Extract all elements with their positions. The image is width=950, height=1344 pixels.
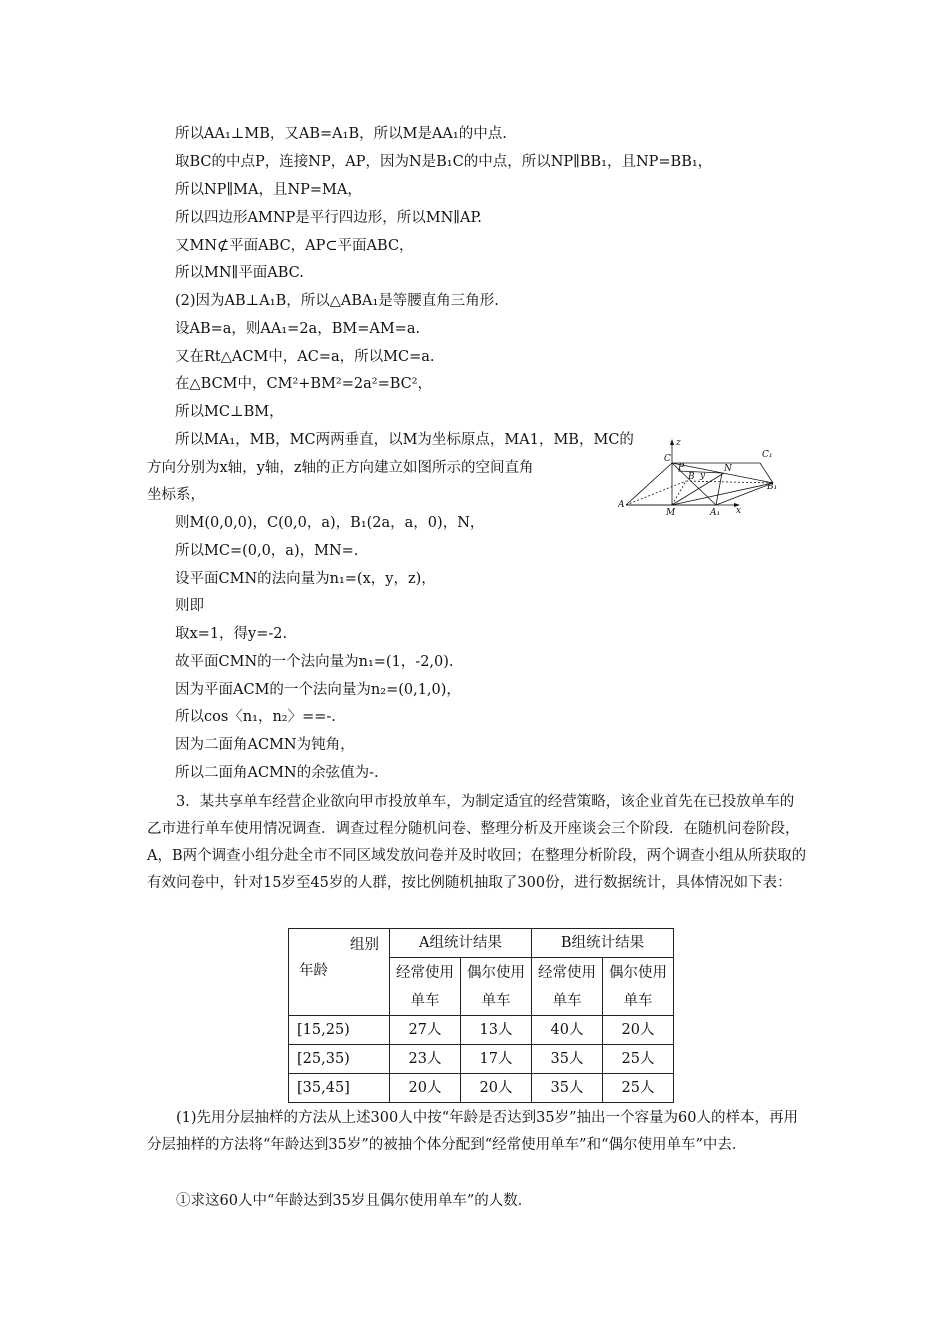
label-a: A xyxy=(618,500,625,510)
text-line: 所以NP∥MA，且NP=MA， xyxy=(175,182,362,198)
text-line: 所以cos〈n₁，n₂〉==-. xyxy=(175,709,336,725)
text-line: 又在Rt△ACM中，AC=a，所以MC=a. xyxy=(175,349,435,365)
label-b1: B₁ xyxy=(767,482,778,492)
count-cell: 40人 xyxy=(532,1016,603,1045)
text-line: 则即 xyxy=(175,598,204,614)
text-line: 因为平面ACM的一个法向量为n₂=(0,1,0)， xyxy=(175,682,461,698)
count-cell: 17人 xyxy=(461,1045,532,1074)
count-cell: 27人 xyxy=(390,1016,461,1045)
text-line: (2)因为AB⊥A₁B，所以△ABA₁是等腰直角三角形. xyxy=(175,293,499,309)
text-line: 取BC的中点P，连接NP，AP，因为N是B₁C的中点，所以NP∥BB₁，且NP=BB₁， xyxy=(175,154,713,170)
text-line: 因为二面角ACMN为钝角， xyxy=(175,737,355,753)
age-cell: [25,35) xyxy=(289,1045,390,1074)
text-line: 所以二面角ACMN的余弦值为-. xyxy=(175,765,379,781)
table-row xyxy=(289,1045,674,1074)
coordinate-figure xyxy=(618,437,778,517)
count-cell: 20人 xyxy=(603,1016,674,1045)
question-1-text: (1)先用分层抽样的方法从上述300人中按“年龄是否达到35岁”抽出一个容量为60人的样本，再用分层抽样的方法将“年龄达到35岁”的被抽个体分配到“经常使用单车”和“偶尔使用单车”中去． xyxy=(147,1110,798,1153)
question-1 xyxy=(147,1105,807,1159)
text-line: 在△BCM中，CM²+BM²=2a²=BC²， xyxy=(175,376,433,392)
sub-header: 偶尔使用单车 xyxy=(461,958,532,1016)
label-x: x xyxy=(736,506,742,516)
text-line: 所以四边形AMNP是平行四边形，所以MN∥AP. xyxy=(175,210,482,226)
corner-cell xyxy=(289,929,390,1016)
problem-3 xyxy=(147,789,807,897)
text-line: 设平面CMN的法向量为n₁=(x，y，z)， xyxy=(175,571,436,587)
sub-header: 经常使用单车 xyxy=(390,958,461,1016)
count-cell: 20人 xyxy=(461,1074,532,1103)
count-cell: 25人 xyxy=(603,1074,674,1103)
text-line: 取x=1，得y=-2. xyxy=(175,626,288,642)
question-1-sub xyxy=(147,1188,807,1215)
text-line: 则M(0,0,0)，C(0,0，a)，B₁(2a，a，0)，N， xyxy=(175,515,485,531)
count-cell: 20人 xyxy=(390,1074,461,1103)
text-line: 所以MN∥平面ABC. xyxy=(175,265,304,281)
survey-table xyxy=(288,928,674,1103)
text-line: 方向分别为x轴，y轴，z轴的正方向建立如图所示的空间直角 xyxy=(147,460,534,476)
label-z: z xyxy=(676,438,681,448)
label-c: C xyxy=(664,454,671,464)
text-line: 坐标系， xyxy=(147,487,205,503)
question-1-sub-text: ①求这60人中“年龄达到35岁且偶尔使用单车”的人数． xyxy=(176,1193,533,1209)
count-cell: 35人 xyxy=(532,1045,603,1074)
corner-top: 组别 xyxy=(350,937,379,953)
count-cell: 13人 xyxy=(461,1016,532,1045)
text-line: 所以MC=(0,0，a)，MN=. xyxy=(175,543,359,559)
label-n: N xyxy=(724,464,732,474)
count-cell: 23人 xyxy=(390,1045,461,1074)
count-cell: 35人 xyxy=(532,1074,603,1103)
count-cell: 25人 xyxy=(603,1045,674,1074)
age-cell: [15,25) xyxy=(289,1016,390,1045)
sub-header: 经常使用单车 xyxy=(532,958,603,1016)
text-line: 又MN⊄平面ABC，AP⊂平面ABC， xyxy=(175,238,414,254)
sub-header: 偶尔使用单车 xyxy=(603,958,674,1016)
text-line: 故平面CMN的一个法向量为n₁=(1，-2,0). xyxy=(175,654,454,670)
label-c1: C₁ xyxy=(762,450,773,460)
label-y: y xyxy=(700,471,706,481)
table-row xyxy=(289,1016,674,1045)
header-group-b: B组统计结果 xyxy=(532,929,674,958)
table-row xyxy=(289,1074,674,1103)
text-line: 设AB=a，则AA₁=2a，BM=AM=a. xyxy=(175,321,421,337)
header-group-a: A组统计结果 xyxy=(390,929,532,958)
text-line: 所以MA₁，MB，MC两两垂直，以M为坐标原点，MA1，MB，MC的 xyxy=(175,432,634,448)
label-p: P xyxy=(678,463,685,473)
label-b: B xyxy=(688,472,695,482)
age-cell: [35,45] xyxy=(289,1074,390,1103)
text-line: 所以MC⊥BM， xyxy=(175,404,284,420)
text-line: 所以AA₁⊥MB，又AB=A₁B，所以M是AA₁的中点. xyxy=(175,126,507,142)
label-m: M xyxy=(666,508,676,517)
label-a1: A₁ xyxy=(710,508,721,517)
corner-bottom: 年龄 xyxy=(299,963,328,979)
problem-3-text: 3．某共享单车经营企业欲向甲市投放单车，为制定适宜的经营策略，该企业首先在已投放单车的乙市进行单车使用情况调查．调查过程分随机问卷、整理分析及开座谈会三个阶段．在随机问卷阶段，A，B两个调查小组分赴全市不同区域发放问卷并及时收回；在整理分析阶段，两个调查小组从所获取的有效问卷中，针对15岁至45岁的人群，按比例随机抽取了300份，进行数据统计，具体情况如下表： xyxy=(147,794,807,891)
